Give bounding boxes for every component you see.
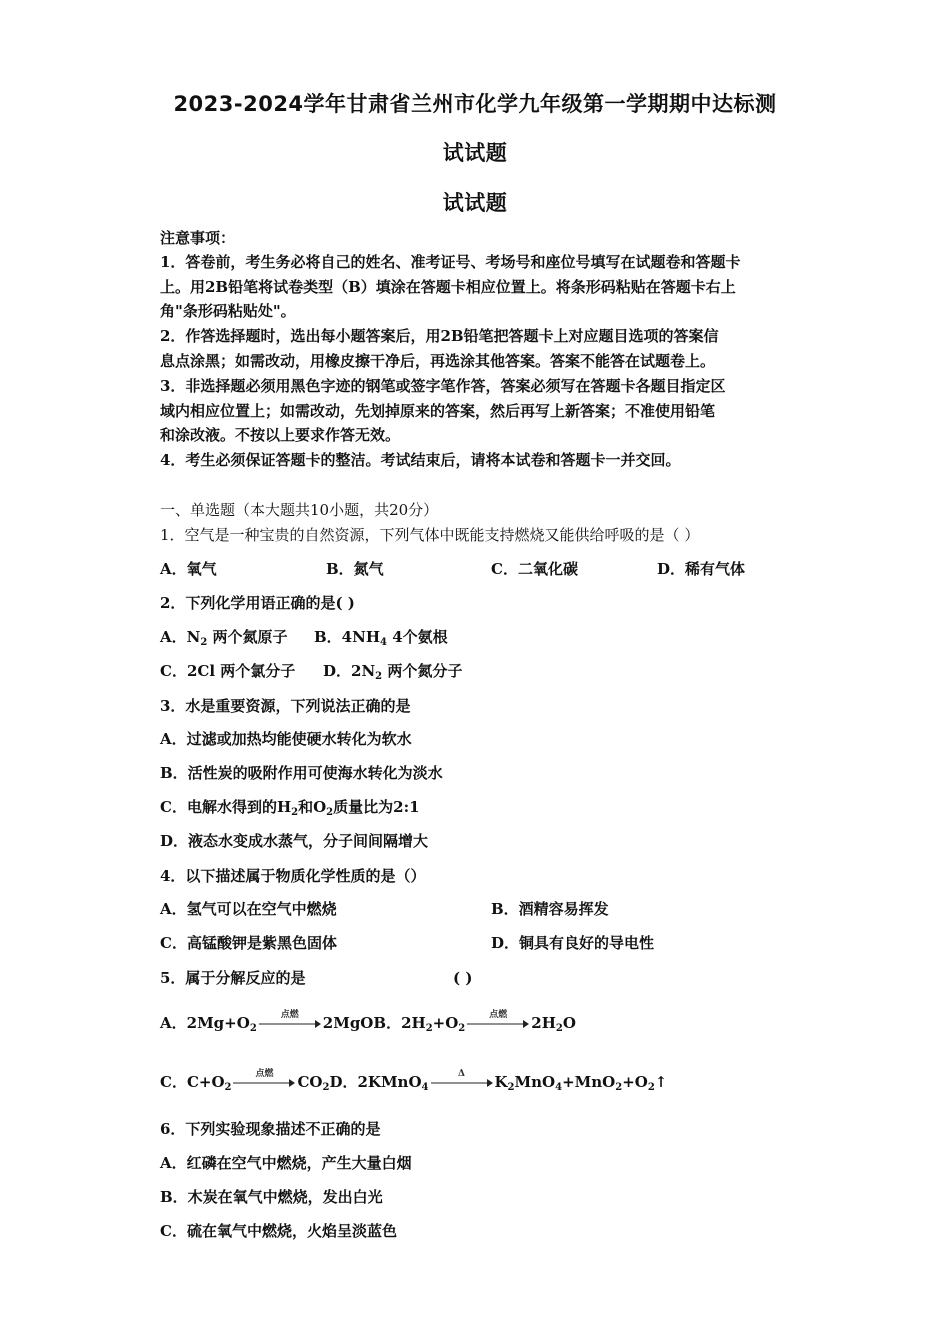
notice-heading: 注意事项： (160, 229, 236, 247)
notice-line: 角"条形码粘贴处"。 (160, 302, 296, 320)
q4-option-b: B．酒精容易挥发 (491, 900, 609, 918)
section-heading: 一、单选题（本大题共10小题，共20分） (160, 501, 439, 519)
q6-option-c: C．硫在氧气中燃烧，火焰呈淡蓝色 (160, 1222, 397, 1240)
question-5-stem: 5．属于分解反应的是 (160, 969, 306, 987)
q2-option-d: D．$2N_2$ 两个氮分子 (323, 662, 463, 682)
q3-option-d: D．液态水变成水蒸气，分子间间隔增大 (160, 832, 429, 850)
q1-option-d: D．稀有气体 (657, 560, 746, 578)
q1-option-c: C．二氧化碳 (491, 560, 578, 578)
exam-title-line1: 2023-2024学年甘肃省兰州市化学九年级第一学期期中达标测 (173, 92, 777, 116)
q4-option-a: A．氢气可以在空气中燃烧 (160, 900, 337, 918)
ignite-condition: 点燃 (255, 1069, 274, 1079)
q6-option-b: B．木炭在氧气中燃烧，发出白光 (160, 1188, 383, 1206)
notice-line: 和涂改液。不按以上要求作答无效。 (160, 426, 401, 444)
q5-options-cd: C．$C+O_2$ 点燃 $CO_2D$．2KMnO$_4$ Δ $K_2MnO_4+MnO_2+O_2↑$ (160, 1072, 667, 1098)
q3-option-a: A．过滤或加热均能使硬水转化为软水 (160, 730, 412, 748)
reaction-arrow (233, 1069, 295, 1090)
q3-option-b: B．活性炭的吸附作用可使海水转化为淡水 (160, 764, 443, 782)
notice-line: 4．考生必须保证答题卡的整洁。考试结束后，请将本试卷和答题卡一并交回。 (160, 451, 681, 469)
q2-option-c: C．2Cl 两个氯分子 (160, 662, 296, 680)
q4-option-c: C．高锰酸钾是紫黑色固体 (160, 934, 337, 952)
notice-line: 1．答卷前，考生务必将自己的姓名、准考证号、考场号和座位号填写在试题卷和答题卡 (160, 253, 741, 271)
q2-option-a: A．$N_2$ 两个氮原子 (160, 628, 288, 648)
reaction-arrow (431, 1069, 493, 1090)
notice-line: 2．作答选择题时，选出每小题答案后，用2B铅笔把答题卡上对应题目选项的答案信 (160, 327, 719, 345)
q5-options-ab: A．$2Mg+O_2$ 点燃 2MgOB．$2H_2+O_2$ 点燃 $2H_2O$ (160, 1013, 576, 1039)
q4-option-d: D．铜具有良好的导电性 (491, 934, 655, 952)
exam-title-line2: 试试题 (442, 141, 508, 165)
question-3-stem: 3．水是重要资源，下列说法正确的是 (160, 697, 411, 715)
q1-option-b: B．氮气 (326, 560, 384, 578)
notice-line: 3．非选择题必须用黑色字迹的钢笔或签字笔作答，答案必须写在答题卡各题目指定区 (160, 377, 726, 395)
q5-answer-paren: ( ) (453, 969, 473, 987)
notice-line: 上。用2B铅笔将试卷类型（B）填涂在答题卡相应位置上。将条形码粘贴在答题卡右上 (160, 278, 736, 296)
heat-condition: Δ (458, 1069, 465, 1079)
q1-option-a: A．氧气 (160, 560, 217, 578)
notice-line: 息点涂黑；如需改动，用橡皮擦干净后，再选涂其他答案。答案不能答在试题卷上。 (160, 352, 716, 370)
ignite-condition: 点燃 (280, 1010, 299, 1020)
question-1-stem: 1．空气是一种宝贵的自然资源，下列气体中既能支持燃烧又能供给呼吸的是（ ） (160, 526, 700, 544)
q3-option-c: C．电解水得到的$H_2$和$O_2$质量比为2:1 (160, 798, 420, 818)
exam-title-line3: 试试题 (442, 191, 508, 215)
question-4-stem: 4．以下描述属于物质化学性质的是（） (160, 867, 426, 885)
question-6-stem: 6．下列实验现象描述不正确的是 (160, 1120, 381, 1138)
reaction-arrow (467, 1010, 529, 1031)
reaction-arrow (259, 1010, 321, 1031)
q2-option-b: B．$4NH_4$ 4个氨根 (314, 628, 448, 648)
notice-line: 域内相应位置上；如需改动，先划掉原来的答案，然后再写上新答案；不准使用铅笔 (160, 402, 716, 420)
question-2-stem: 2．下列化学用语正确的是( ) (160, 594, 355, 612)
q6-option-a: A．红磷在空气中燃烧，产生大量白烟 (160, 1154, 412, 1172)
ignite-condition: 点燃 (489, 1010, 508, 1020)
